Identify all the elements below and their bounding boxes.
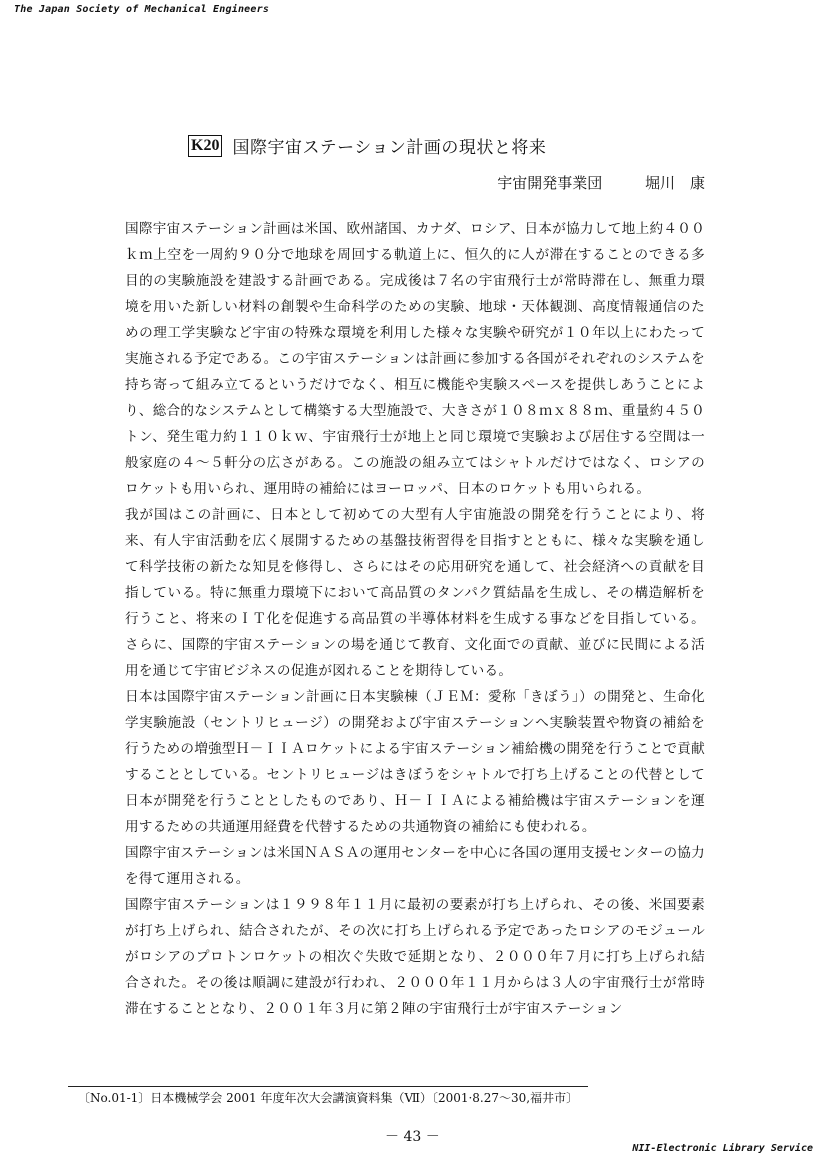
paragraph: 我が国はこの計画に、日本として初めての大型有人宇宙施設の開発を行うことにより、将来、有人宇宙活動を広く展開するための基盤技術習得を目指すとともに、様々な実験を通して科学技術の新たな知見を修得し、さらにはその応用研究を通して、社会経済への貢献を目指している。特に無重力環境下において高品質のタンパク質結晶を生成し、その構造解析を行うこと、将来のＩＴ化を促進する高品質の半導体材料を生成する事などを目指している。さらに、国際的宇宙ステーションの場を通じて教育、文化面での貢献、並びに民間による活用を通じて宇宙ビジネスの促進が図れることを期待している。 [125, 507, 705, 679]
paragraph: 国際宇宙ステーション計画は米国、欧州諸国、カナダ、ロシア、日本が協力して地上約４００ｋｍ上空を一周約９０分で地球を周回する軌道上に、恒久的に人が滞在することのできる多目的の実験施設を建設する計画である。完成後は７名の宇宙飛行士が常時滞在し、無重力環境を用いた新しい材料の創製や生命科学のための実験、地球・天体観測、高度情報通信のための理工学実験など宇宙の特殊な環境を利用した様々な実験や研究が１０年以上にわたって実施される予定である。この宇宙ステーションは計画に参加する各国がそれぞれのシステムを持ち寄って組み立てるというだけでなく、相互に機能や実験スペースを提供しあうことにより、総合的なシステムとして構築する大型施設で、大きさが１０８ｍｘ８８ｍ、重量約４５０トン、発生電力約１１０ｋｗ、宇宙飛行士が地上と同じ環境で実験および居住する空間は一般家庭の４～５軒分の広さがある。この施設の組み立てはシャトルだけではなく、ロシアのロケットも用いられ、運用時の補給にはヨーロッパ、日本のロケットも用いられる。 [125, 221, 705, 497]
paragraph: 国際宇宙ステーションは米国ＮＡＳＡの運用センターを中心に各国の運用支援センターの協力を得て運用される。 [125, 845, 705, 887]
page-number: － 43 － [385, 1129, 440, 1145]
paragraph: 国際宇宙ステーションは１９９８年１１月に最初の要素が打ち上げられ、その後、米国要素が打ち上げられ、結合されたが、その次に打ち上げられる予定であったロシアのモジュールがロシアのプロトンロケットの相次ぐ失敗で延期となり、２０００年７月に打ち上げられ結合された。その後は順調に建設が行われ、２０００年１１月からは３人の宇宙飛行士が常時滞在することとなり、２００１年３月に第２陣の宇宙飛行士が宇宙ステーション [125, 897, 705, 1017]
footer-divider [68, 1086, 588, 1087]
nii-footer: NII-Electronic Library Service [632, 1143, 813, 1154]
body-text [125, 216, 705, 1022]
page-title: 国際宇宙ステーション計画の現状と将来 [232, 138, 547, 158]
paragraph: 日本は国際宇宙ステーション計画に日本実験棟（ＪＥＭ：愛称「きぼう」）の開発と、生命化学実験施設（セントリヒュージ）の開発および宇宙ステーションへ実験装置や物資の補給を行うための増強型Ｈ－ＩＩＡロケットによる宇宙ステーション補給機の開発を行うことで貢献することとしている。セントリヒュージはきぼうをシャトルで打ち上げることの代替として日本が開発を行うこととしたものであり、Ｈ－ＩＩＡによる補給機は宇宙ステーションを運用するための共通運用経費を代替するための共通物資の補給にも使われる。 [125, 689, 705, 835]
author-name: 堀川 康 [644, 174, 705, 192]
society-header: The Japan Society of Mechanical Engineers [14, 4, 270, 15]
author-organization: 宇宙開発事業団 [497, 174, 603, 192]
author-line [497, 172, 705, 193]
session-code: K20 [188, 135, 222, 157]
footer-citation: 〔No.01-1〕日本機械学会 2001 年度年次大会講演資料集（Ⅶ）〔2001·8.27～30,福井市〕 [78, 1091, 579, 1105]
title-row [188, 133, 546, 158]
